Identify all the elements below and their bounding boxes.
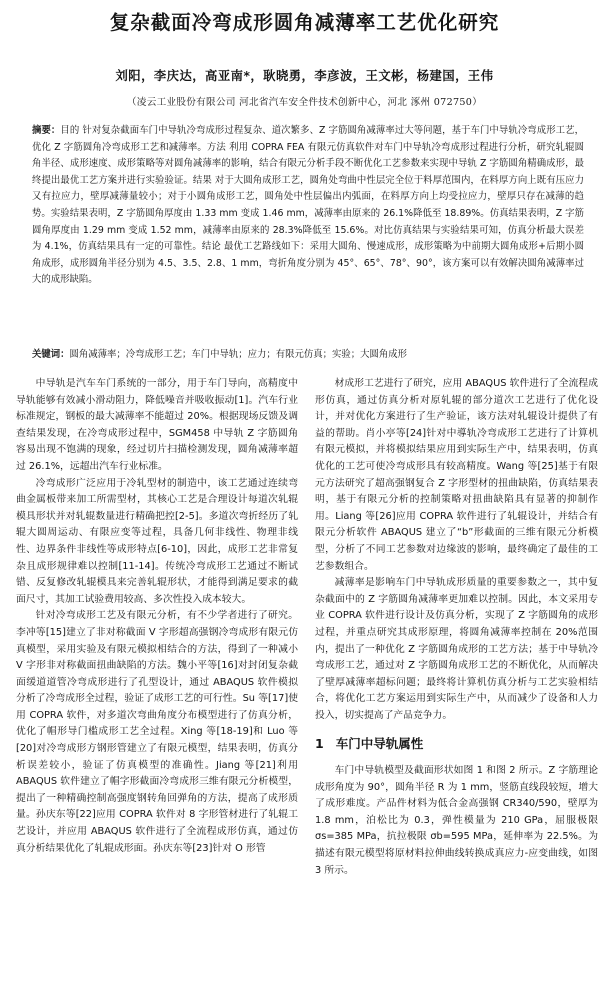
abstract <box>32 123 584 289</box>
paragraph: 材成形工艺进行了研究，应用 ABAQUS 软件进行了全流程成形仿真，通过仿真分析对原轧辊的部分道次工艺进行了优化设计，并对优化方案进行了生产验证，该方法对轧辊设计提供了有益的帮助。肖小亭等[24]针对中導轨冷弯成形工艺进行了计算机有限元模拟，并将模拟结果应用到实际生产中，结果表明，仿真优化的工艺可使冷弯成形具有较高精度。Wang 等[25]基于有限元方法研究了超高强钢复合 Z 字形型材的扭曲缺陷，仿真结果表明，基于有限元分析的控制策略对扭曲缺陷具有显著的抑制作用。Liang 等[26]应用 COPRA 软件进行了轧辊设计，并结合有限元分析软件 ABAQUS 建立了“b”形截面的三维有限元分析模型，分析了不同工艺参数对边缘波的影响，最终确定了最佳的工艺参数组合。 <box>315 378 598 572</box>
paragraph: 针对冷弯成形工艺及有限元分析，有不少学者进行了研究。李冲等[15]建立了非对称截面 V 字形超高强钢冷弯成形有限元仿真模型，采用实验及有限元模拟相结合的方法，得到了一种减小 V 字形非对称截面扭曲缺陷的方法。魏小平等[16]对封闭复杂截面缓道道管冷弯成形进行了孔型设计，通过 ABAQUS 软件模拟分析了冷弯成形全过程，验证了成形工艺的可行性。Su 等[17]使用 COPRA 软件，对多道次弯曲角度分布模型进行了仿真分析，优化了帽形导门槛成形工艺全过程。Xing 等[18-19]和 Luo 等[20]对冷弯成形方钢形管建立了有限元模型，结果表明，仿真分析误差较小，验证了仿真模型的准确性。Jiang 等[21]利用 ABAQUS 软件建立了帽字形截面冷弯成形三维有限元分析模型，提出了一种精确控制高强度钢转角回弹角的方法，提高了成形质量。孙庆东等[22]应用 COPRA 软件对 8 字形管材进行了轧辊工艺设计，并应用 ABAQUS 软件进行了全流程成形仿真，通过仿真分析结果优化了轧辊成形面。孙庆东等[23]针对 O 形管 <box>16 610 298 854</box>
section-title: 车门中导轨属性 <box>335 736 424 752</box>
paragraph: 中导轨是汽车车门系统的一部分，用于车门导向，高精度中导轨能够有效减小滑动阻力，降低噪音并吸收振动[1]。汽车行业标准规定，钢板的最大减薄率不能超过 20%。根据现场反馈及调查结果发现，在冷弯成形过程中，SGM458 中导轨 Z 字筋圆角容易出现不饱满的现象，经过切片扫描检测发现，圆角减薄率超过 26.1%，远超出汽车行业标准。 <box>16 378 298 472</box>
body-left-column <box>16 376 298 857</box>
author-list: 刘阳，李庆达，高亚南*，耿晓勇，李彦波，王文彬，杨建国，王伟 <box>115 69 494 83</box>
keywords-text: 圆角减薄率；冷弯成形工艺；车门中导轨；应力；有限元仿真；实验；大圆角成形 <box>69 349 408 360</box>
paragraph: 冷弯成形广泛应用于冷轧型材的制造中，该工艺通过连续弯曲金属板带来加工所需型材，其核心工艺是合理设计每道次轧辊模具形状并对轧辊数量进行精确把控[2-5]。多道次弯折经历了轧辊大圆周运动、有限应变等过程，具备几何非线性、物理非线性、边界条件非线性等成形特点[6-10]，因此，成形工艺非常复杂且成形规律难以控制[11-14]。传统冷弯成形工艺通过不断试错、反复修改轧辊模具来完善轧辊形状，才能得到满足要求的截面尺寸，其加工试验费用较高、多次性投入成本较大。 <box>16 477 298 605</box>
paragraph: 减薄率是影响车门中导轨成形质量的重要参数之一，其中复杂截面中的 Z 字筋圆角减薄率更加难以控制。因此，本文采用专业 COPRA 软件进行设计及仿真分析，实现了 Z 字筋圆角的成形过程，并重点研究其成形原理，将圆角减薄率控制在 20%范围内，提出了一种优化 Z 字筋圆角成形的工艺方法；基于中导轨冷弯成形工艺，通过对 Z 字筋圆角成形工艺的不断优化，从而解决了壁厚减薄率超标问题；最终将计算机仿真分析与工艺实验相结合，将优化工艺方案运用到实际生产中，从而减少了设备和人力投入，切实提高了产品竞争力。 <box>315 577 598 721</box>
section-heading <box>315 736 598 753</box>
paper-title: 复杂截面冷弯成形圆角减薄率工艺优化研究 <box>109 11 500 34</box>
keywords-label: 关键词： <box>32 349 70 360</box>
paragraph: 车门中导轨模型及截面形状如图 1 和图 2 所示。Z 字筋理论成形角度为 90°，圆角半径 R 为 1 mm，竖筋直线段较短，增大了成形难度。产品件材料为低合金高强钢 CR340/590，壁厚为 1.8 mm，泊松比为 0.3，弹性模量为 210 GPa，屈服极限 σs=385 MPa，抗拉极限 σb=595 MPa，延伸率为 22.5%。为描述有限元模型将原材料拉伸曲线转换成真应力-应变曲线，如图 3 所示。 <box>315 765 598 876</box>
section-number: 1 <box>315 736 324 752</box>
abstract-label: 摘要： <box>32 125 61 136</box>
abstract-text: 目的 针对复杂截面车门中导轨冷弯成形过程复杂、道次繁多、Z 字筋圆角减薄率过大等问题，基于车门中导轨冷弯成形工艺，优化 Z 字筋圆角冷弯成形工艺和减薄率。方法 利用 COPRA FEA 有限元仿真软件对车门中导轨冷弯成形过程进行分析，研究轧辊圆角半径、成形速度、成形策略等对圆角减薄率的影响，结合有限元分析手段不断优化工艺参数来实现中导轨 Z 字筋圆角精确成形，最终提出最优工艺方案并进行实验验证。结果 对于大圆角成形工艺，圆角处弯曲中性层完全位于料厚范围内，在料厚方向上既有压应力又有拉应力，壁厚减薄量较小；对于小圆角成形工艺，圆角处中性层偏出内弧面，在料厚方向上均受拉应力，壁厚只存在减薄的趋势。实验结果表明，Z 字筋圆角厚度由 1.33 mm 变成 1.46 mm，减薄率由原来的 26.1%降低至 18.89%。仿真结果表明，Z 字筋圆角厚度由 1.29 mm 变成 1.52 mm，减薄率由原来的 28.3%降低至 15.6%。对比仿真结果与实验结果可知，仿真分析最大误差为 4.1%，仿真结果具有一定的可靠性。结论 最优工艺路线如下：采用大圆角、慢速成形，成形策略为中前期大圆角成形+后期小圆角成形，成形圆角半径分别为 4.5、3.5、2.8、1 mm，弯折角度分别为 45°、65°、78°、90°，该方案可以有效解决圆角减薄率过大的成形缺陷。 <box>32 125 584 286</box>
affiliation: （凌云工业股份有限公司 河北省汽车安全件技术创新中心，河北 涿州 072750） <box>126 97 483 108</box>
keywords <box>32 347 584 363</box>
body-right-column <box>315 376 598 879</box>
